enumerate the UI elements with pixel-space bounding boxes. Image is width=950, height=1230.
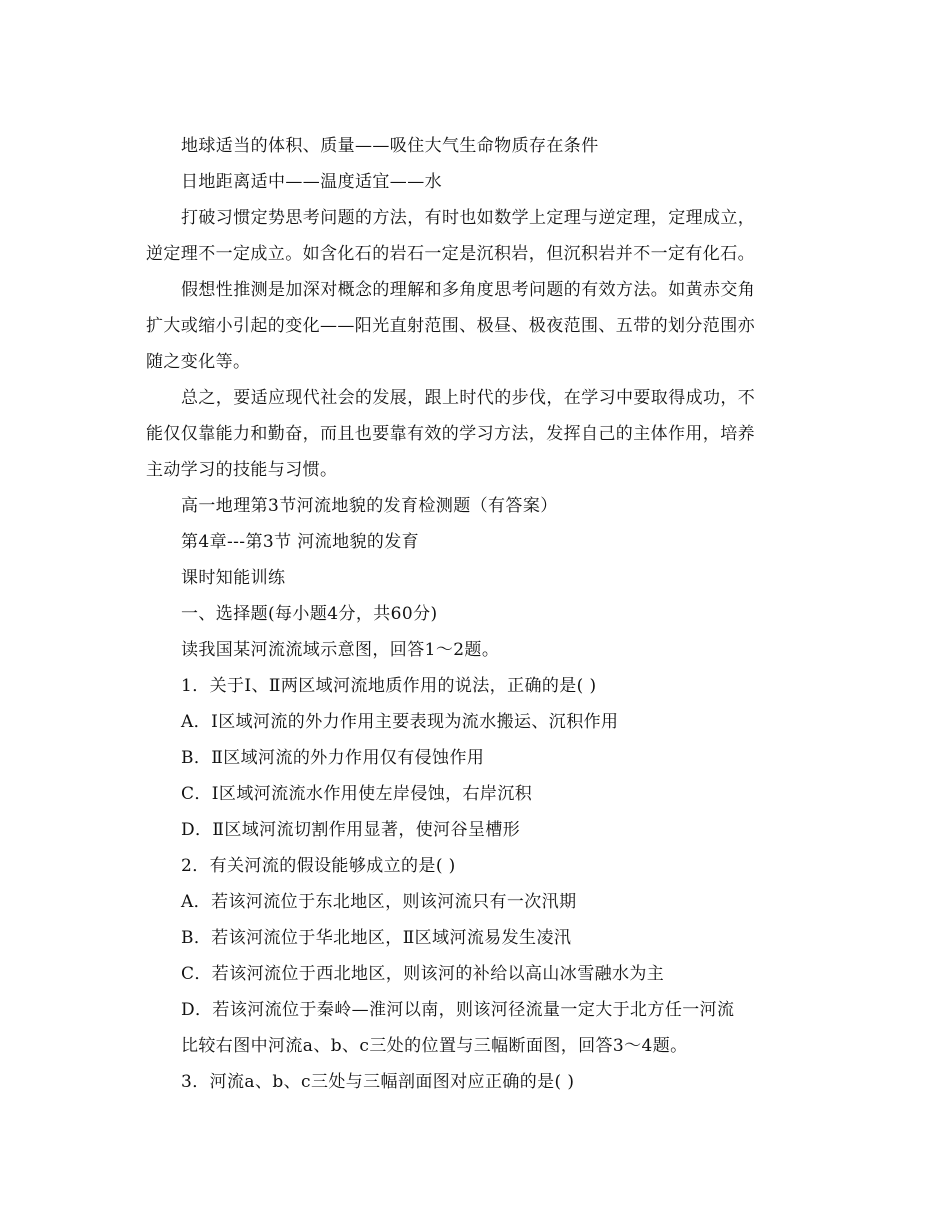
question-section-heading: 一、选择题(每小题4分，共60分): [181, 604, 438, 624]
paragraph-line: 主动学习的技能与习惯。: [146, 460, 338, 480]
paragraph-line: 能仅仅靠能力和勤奋，而且也要靠有效的学习方法，发挥自己的主体作用，培养: [146, 424, 755, 444]
option-b: B．若该河流位于华北地区，Ⅱ区域河流易发生凌汛: [181, 928, 572, 948]
option-d: D．若该河流位于秦岭—淮河以南，则该河径流量一定大于北方任一河流: [181, 1000, 735, 1020]
subheading: 课时知能训练: [181, 568, 286, 588]
chapter-heading: 第4章---第3节 河流地貌的发育: [181, 532, 420, 552]
option-c: C．Ⅰ区域河流流水作用使左岸侵蚀，右岸沉积: [181, 784, 533, 804]
paragraph-line: 逆定理不一定成立。如含化石的岩石一定是沉积岩，但沉积岩并不一定有化石。: [146, 244, 755, 264]
paragraph-line: 总之，要适应现代社会的发展，跟上时代的步伐，在学习中要取得成功，不: [181, 388, 756, 408]
question-3: 3．河流a、b、c三处与三幅剖面图对应正确的是( ): [181, 1072, 575, 1092]
paragraph-line: 随之变化等。: [146, 352, 251, 372]
paragraph-line: 扩大或缩小引起的变化——阳光直射范围、极昼、极夜范围、五带的划分范围亦: [146, 316, 755, 336]
document-body: [146, 128, 806, 1100]
question-1: 1．关于Ⅰ、Ⅱ两区域河流地质作用的说法，正确的是( ): [181, 676, 597, 696]
option-c: C．若该河流位于西北地区，则该河的补给以高山冰雪融水为主: [181, 964, 665, 984]
text-line: 日地距离适中——温度适宜——水: [181, 172, 442, 192]
text-line: 地球适当的体积、质量——吸住大气生命物质存在条件: [181, 136, 599, 156]
option-a: A．Ⅰ区域河流的外力作用主要表现为流水搬运、沉积作用: [181, 712, 619, 732]
option-b: B．Ⅱ区域河流的外力作用仅有侵蚀作用: [181, 748, 485, 768]
paragraph-line: 打破习惯定势思考问题的方法，有时也如数学上定理与逆定理，定理成立，: [181, 208, 756, 228]
paragraph-line: 假想性推测是加深对概念的理解和多角度思考问题的有效方法。如黄赤交角: [181, 280, 756, 300]
option-a: A．若该河流位于东北地区，则该河流只有一次汛期: [181, 892, 577, 912]
question-prompt: 比较右图中河流a、b、c三处的位置与三幅断面图，回答3～4题。: [181, 1036, 688, 1056]
section-title: 高一地理第3节河流地貌的发育检测题（有答案）: [181, 496, 558, 516]
question-2: 2．有关河流的假设能够成立的是( ): [181, 856, 456, 876]
option-d: D．Ⅱ区域河流切割作用显著，使河谷呈槽形: [181, 820, 521, 840]
question-prompt: 读我国某河流流域示意图，回答1～2题。: [181, 640, 500, 660]
